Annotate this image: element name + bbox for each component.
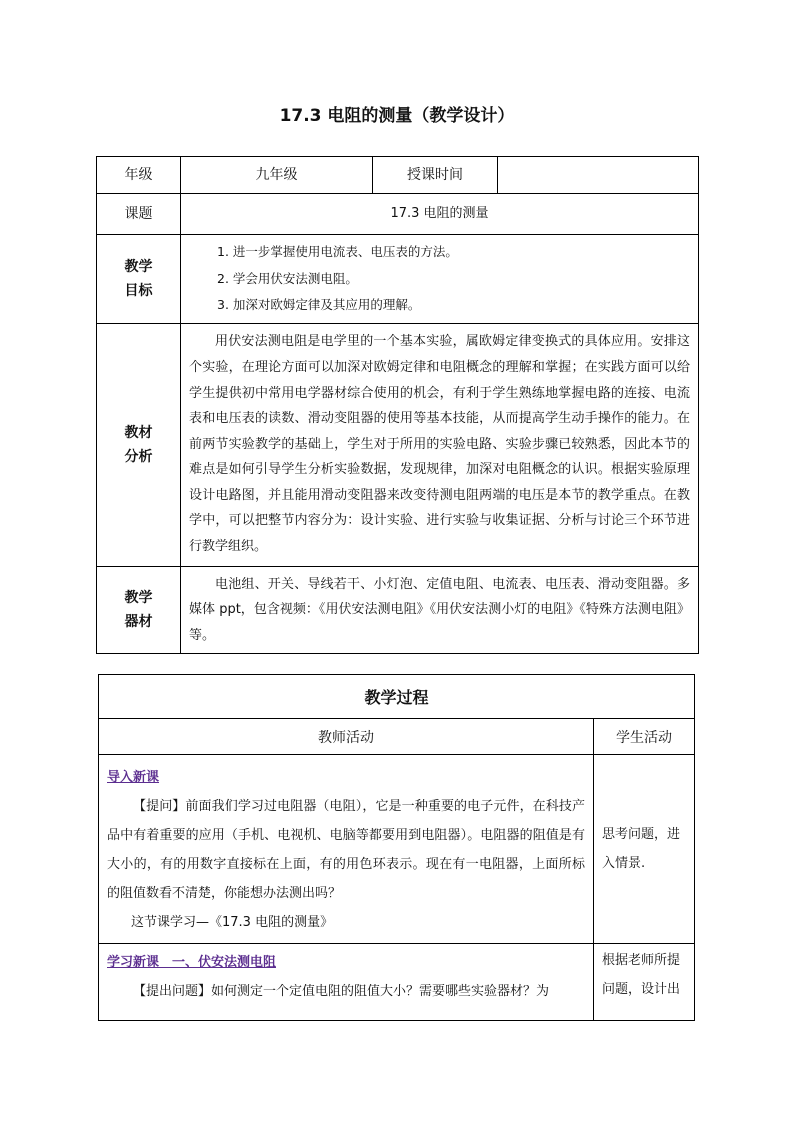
topic-label: 课题 bbox=[97, 194, 181, 235]
teaching-process-table bbox=[98, 674, 695, 1021]
lesson-info-table bbox=[96, 156, 699, 654]
intro-teacher-cell bbox=[99, 755, 594, 944]
document-title: 17.3 电阻的测量（教学设计） bbox=[279, 106, 515, 126]
goal-item: 3. 加深对欧姆定律及其应用的理解。 bbox=[217, 297, 421, 312]
grade-value: 九年级 bbox=[181, 157, 373, 194]
equipment-label bbox=[97, 566, 181, 654]
analysis-label-line-1: 教材 bbox=[124, 424, 153, 441]
goals-label bbox=[97, 235, 181, 324]
process-title: 教学过程 bbox=[99, 675, 695, 719]
intro-lesson-text: 这节课学习—《17.3 电阻的测量》 bbox=[131, 915, 334, 930]
new-lesson-section-heading[interactable]: 学习新课 一、伏安法测电阻 bbox=[107, 955, 277, 970]
equipment-label-line-1: 教学 bbox=[124, 589, 153, 606]
goals-label-line-2: 目标 bbox=[124, 282, 153, 299]
grade-label: 年级 bbox=[97, 157, 181, 194]
analysis-text: 用伏安法测电阻是电学里的一个基本实验，属欧姆定律变换式的具体应用。安排这个实验，在理论方面可以加深对欧姆定律和电阻概念的理解和掌握；在实践方面可以给学生提供初中常用电学器材综合使用的机会，有利于学生熟练地掌握电路的连接、电流表和电压表的读数、滑动变阻器的使用等基本技能，从而提高学生动手操作的能力。在前两节实验教学的基础上，学生对于所用的实验电路、实验步骤已较熟悉，因此本节的难点是如何引导学生分析实验数据，发现规律，加深对电阻概念的认识。根据实验原理设计电路图，并且能用滑动变阻器来改变待测电阻两端的电压是本节的教学重点。在教学中，可以把整节内容分为：设计实验、进行实验与收集证据、分析与讨论三个环节进行教学组织。 bbox=[189, 334, 690, 555]
topic-value: 17.3 电阻的测量 bbox=[181, 194, 699, 235]
new-lesson-teacher-cell bbox=[99, 944, 594, 1021]
goal-item: 1. 进一步掌握使用电流表、电压表的方法。 bbox=[217, 244, 458, 259]
analysis-cell bbox=[181, 323, 699, 566]
intro-section-heading[interactable]: 导入新课 bbox=[107, 770, 160, 785]
goals-list bbox=[181, 235, 699, 324]
equipment-cell bbox=[181, 566, 699, 654]
new-lesson-student-cell: 根据老师所提问题，设计出 bbox=[594, 944, 695, 1021]
intro-question: 【提问】前面我们学习过电阻器（电阻），它是一种重要的电子元件，在科技产品中有着重要的应用（手机、电视机、电脑等都要用到电阻器）。电阻器的阻值是有大小的，有的用数字直接标在上面，有的用色环表示。现在有一电阻器，上面所标的阻值数看不清楚，你能想办法测出吗？ bbox=[107, 799, 585, 901]
intro-student-cell: 思考问题，进入情景. bbox=[594, 755, 695, 944]
goal-item: 2. 学会用伏安法测电阻。 bbox=[217, 270, 358, 286]
class-time-value bbox=[498, 157, 699, 194]
new-lesson-question: 【提出问题】如何测定一个定值电阻的阻值大小？需要哪些实验器材？为 bbox=[133, 984, 550, 999]
student-activity-header: 学生活动 bbox=[594, 719, 695, 755]
class-time-label: 授课时间 bbox=[373, 157, 498, 194]
equipment-label-line-2: 器材 bbox=[124, 613, 153, 630]
goals-label-line-1: 教学 bbox=[124, 258, 153, 275]
teacher-activity-header: 教师活动 bbox=[99, 719, 594, 755]
equipment-text: 电池组、开关、导线若干、小灯泡、定值电阻、电流表、电压表、滑动变阻器。多媒体 ppt，包含视频：《用伏安法测电阻》《用伏安法测小灯的电阻》《特殊方法测电阻》等。 bbox=[189, 576, 690, 643]
analysis-label bbox=[97, 323, 181, 566]
analysis-label-line-2: 分析 bbox=[124, 448, 153, 465]
